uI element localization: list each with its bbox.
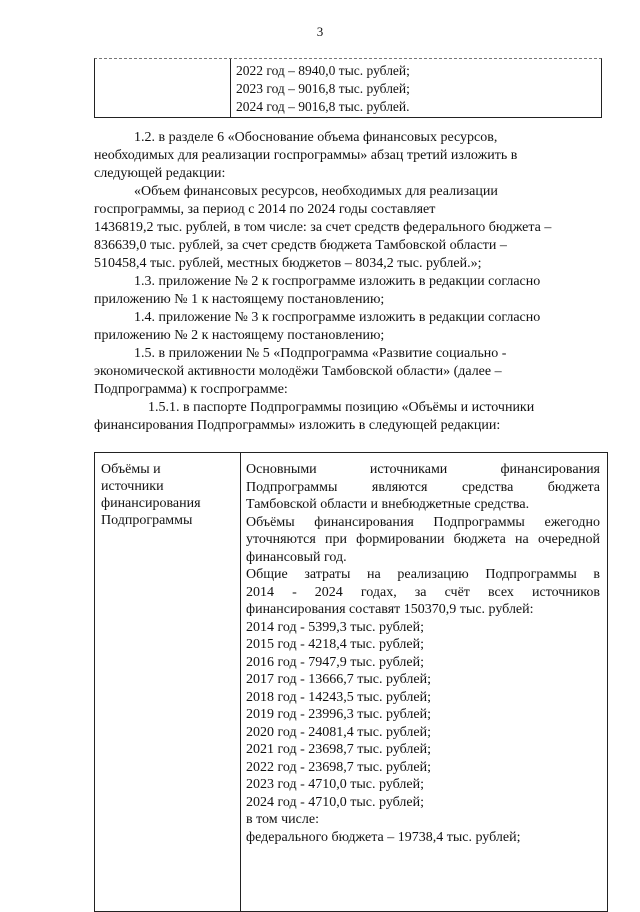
value-line: финансовый год.: [246, 549, 347, 565]
year-line: 2022 год - 23698,7 тыс. рублей;: [246, 759, 432, 775]
value-line: Объёмы финансирования Подпрограммы ежегодно: [246, 514, 600, 530]
table-divider: [240, 453, 241, 911]
quote-line: 510458,4 тыс. рублей, местных бюджетов – 8034,2 тыс. рублей.»;: [94, 256, 482, 271]
label-line: Объёмы и: [101, 462, 161, 477]
quote-line: госпрограммы, за период с 2014 по 2024 годы составляет: [94, 202, 436, 217]
passport-table-value-cell: [246, 461, 600, 846]
page-number: 3: [316, 24, 324, 39]
value-line: Основными источниками финансирования: [246, 462, 600, 477]
para-1-2-line: следующей редакции:: [94, 166, 226, 181]
table-divider: [230, 59, 231, 117]
para-1-5-1-line: 1.5.1. в паспорте Подпрограммы позицию «Объёмы и источники: [148, 400, 535, 415]
value-line: Общие затраты на реализацию Подпрограммы в: [246, 567, 600, 582]
value-line: Подпрограммы являются средства бюджета: [246, 479, 600, 495]
para-1-4-line: приложению № 2 к настоящему постановлению;: [94, 328, 385, 343]
top-table-line: 2024 год – 9016,8 тыс. рублей.: [236, 99, 410, 114]
value-line: уточняются при формировании бюджета на очередной: [246, 532, 600, 547]
quote-line: «Объем финансовых ресурсов, необходимых для реализации: [134, 184, 498, 199]
para-1-5-line: Подпрограмма) к госпрограмме:: [94, 382, 288, 397]
para-1-5-line: экономической активности молодёжи Тамбовской области» (далее –: [94, 364, 502, 379]
top-table-line: 2022 год – 8940,0 тыс. рублей;: [236, 63, 410, 78]
label-line: финансирования: [101, 496, 201, 511]
year-line: 2020 год - 24081,4 тыс. рублей;: [246, 724, 432, 740]
label-line: Подпрограммы: [101, 513, 193, 528]
year-line: 2021 год - 23698,7 тыс. рублей;: [246, 742, 432, 757]
para-1-2-line: 1.2. в разделе 6 «Обоснование объема финансовых ресурсов,: [134, 130, 498, 145]
year-line: 2014 год - 5399,3 тыс. рублей;: [246, 619, 425, 635]
top-table-line: 2023 год – 9016,8 тыс. рублей;: [236, 81, 410, 96]
para-1-3-line: 1.3. приложение № 2 к госпрограмме изложить в редакции согласно: [134, 274, 541, 289]
value-line: в том числе:: [246, 812, 319, 827]
value-line: 2014 - 2024 годах, за счёт всех источников: [246, 584, 600, 600]
label-line: источники: [101, 479, 164, 494]
year-line: 2015 год - 4218,4 тыс. рублей;: [246, 637, 425, 652]
quote-line: 1436819,2 тыс. рублей, в том числе: за счет средств федерального бюджета –: [94, 220, 552, 235]
top-table: [94, 58, 602, 118]
passport-table: [94, 452, 608, 912]
para-1-4-line: 1.4. приложение № 3 к госпрограмме изложить в редакции согласно: [134, 310, 541, 325]
top-table-cell: [236, 62, 410, 116]
year-line: 2023 год - 4710,0 тыс. рублей;: [246, 777, 425, 792]
value-line: Тамбовской области и внебюджетные средства.: [246, 497, 530, 512]
para-1-3-line: приложению № 1 к настоящему постановлению;: [94, 292, 385, 307]
para-1-2-line: необходимых для реализации госпрограммы» абзац третий изложить в: [94, 148, 518, 163]
quote-line: 836639,0 тыс. рублей, за счет средств бюджета Тамбовской области –: [94, 238, 507, 253]
para-1-5-1-line: финансирования Подпрограммы» изложить в следующей редакции:: [94, 418, 501, 433]
year-line: 2018 год - 14243,5 тыс. рублей;: [246, 689, 432, 705]
year-line: 2019 год - 23996,3 тыс. рублей;: [246, 707, 432, 722]
body-text: [94, 129, 602, 435]
para-1-5-line: 1.5. в приложении № 5 «Подпрограмма «Развитие социально -: [134, 346, 507, 361]
value-line: финансирования составят 150370,9 тыс. рублей:: [246, 602, 534, 617]
year-line: 2017 год - 13666,7 тыс. рублей;: [246, 672, 432, 687]
value-line: федерального бюджета – 19738,4 тыс. рублей;: [246, 829, 521, 845]
year-line: 2016 год - 7947,9 тыс. рублей;: [246, 654, 425, 670]
passport-table-label-cell: [101, 461, 235, 529]
year-line: 2024 год - 4710,0 тыс. рублей;: [246, 794, 425, 810]
